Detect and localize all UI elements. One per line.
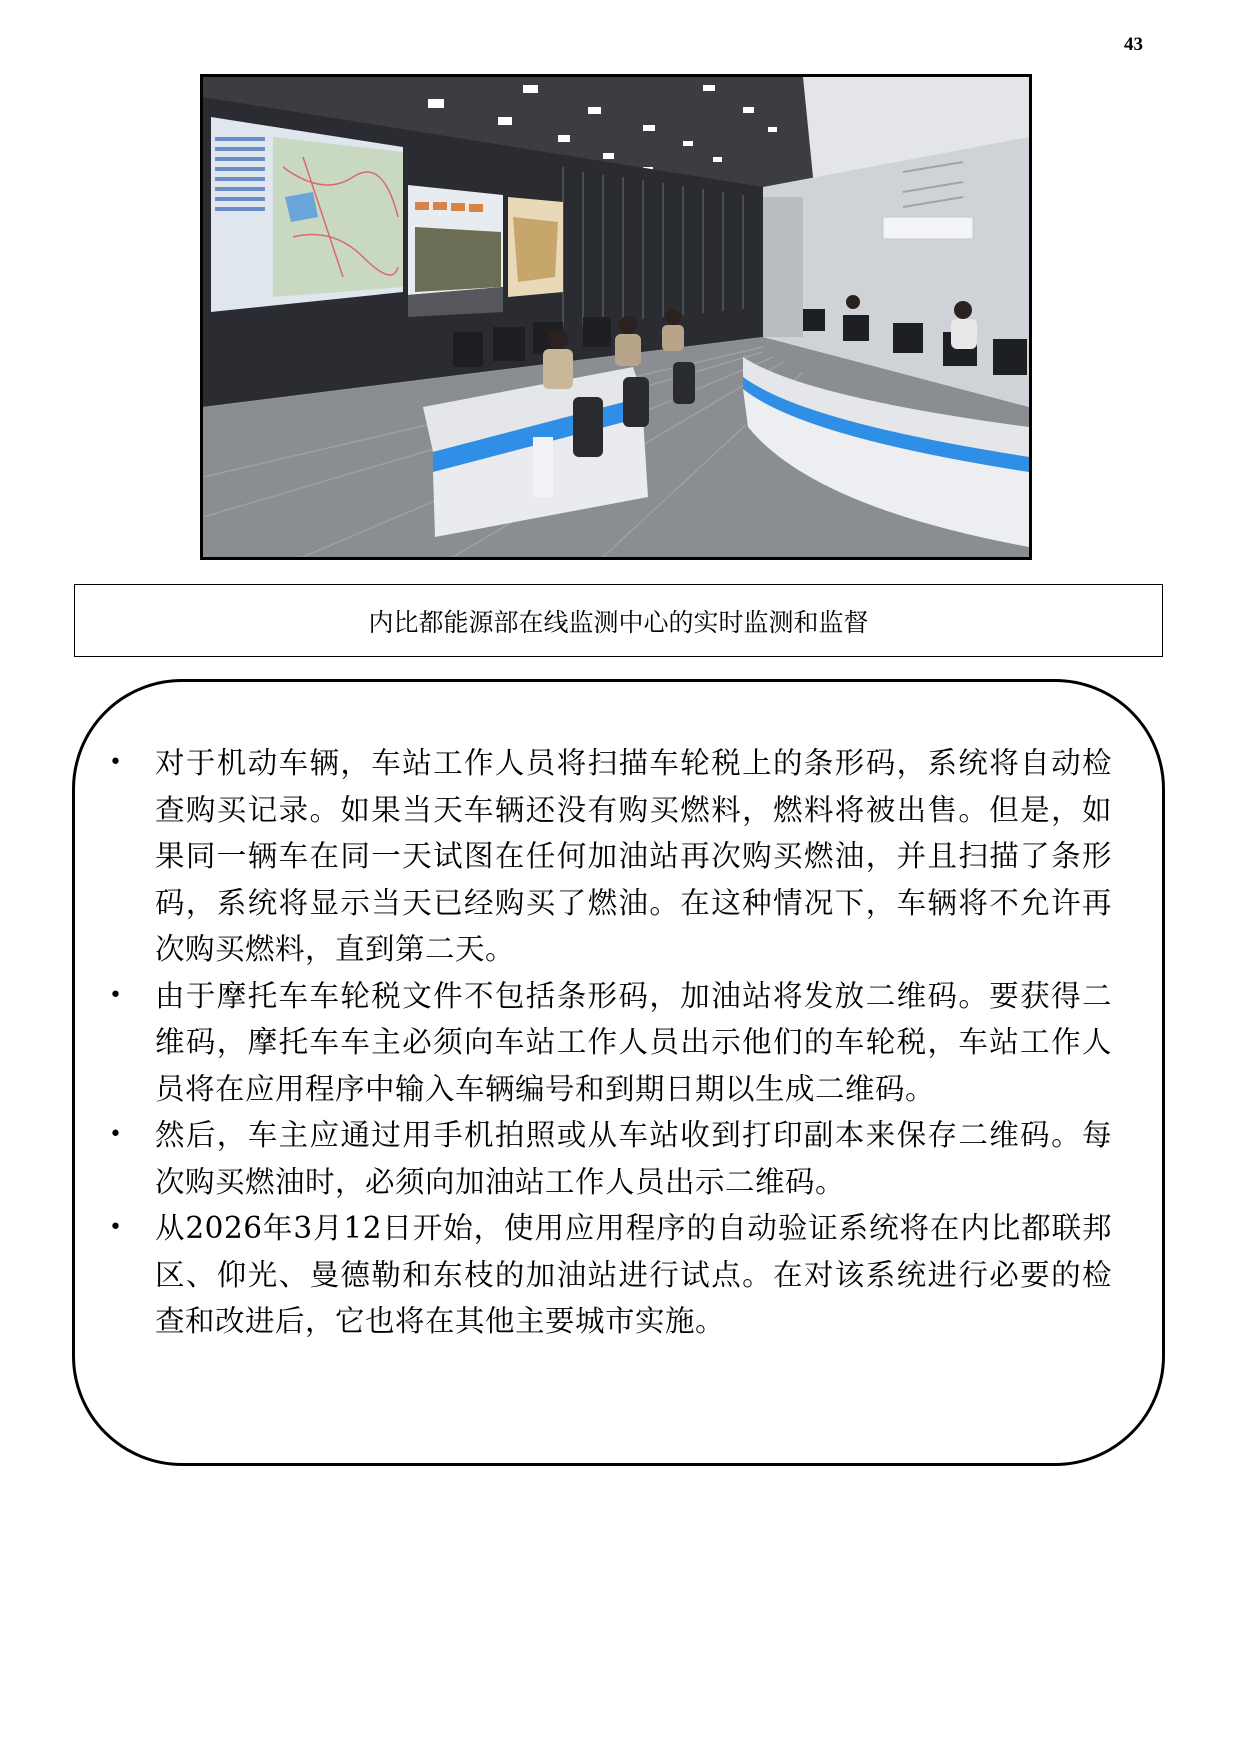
bullet-icon: •	[109, 1215, 123, 1240]
bullet-icon: •	[109, 982, 123, 1008]
bullet-icon: •	[109, 750, 123, 775]
bullet-text: 对于机动车辆，车站工作人员将扫描车轮税上的条形码，系统将自动检查购买记录。如果当天车辆还没有购买燃料，燃料将被出售。但是，如果同一辆车在同一天试图在任何加油站再次购买燃油，并且扫描了条形码，系统将显示当天已经购买了燃油。在这种情况下，车辆将不允许再次购买燃料，直到第二天。	[155, 746, 1112, 966]
control-room-photo	[200, 74, 1032, 560]
bullet-list	[105, 740, 1112, 1345]
list-item	[105, 1205, 1112, 1345]
caption-text: 内比都能源部在线监测中心的实时监测和监督	[368, 607, 869, 637]
figure-caption	[74, 584, 1163, 657]
bullet-box	[72, 679, 1165, 1466]
bullet-text: 从2026年3月12日开始，使用应用程序的自动验证系统将在内比都联邦区、仰光、曼德勒和东枝的加油站进行试点。在对该系统进行必要的检查和改进后，它也将在其他主要城市实施。	[155, 1211, 1112, 1338]
page-number: 43	[1124, 34, 1143, 55]
list-item	[105, 740, 1112, 973]
bullet-icon: •	[109, 1122, 123, 1147]
list-item	[105, 1112, 1112, 1205]
bullet-text: 然后，车主应通过用手机拍照或从车站收到打印副本来保存二维码。每次购买燃油时，必须向加油站工作人员出示二维码。	[155, 1118, 1112, 1199]
bullet-text: 由于摩托车车轮税文件不包括条形码，加油站将发放二维码。要获得二维码，摩托车车主必须向车站工作人员出示他们的车轮税，车站工作人员将在应用程序中输入车辆编号和到期日期以生成二维码。	[155, 978, 1112, 1106]
list-item	[105, 973, 1112, 1113]
